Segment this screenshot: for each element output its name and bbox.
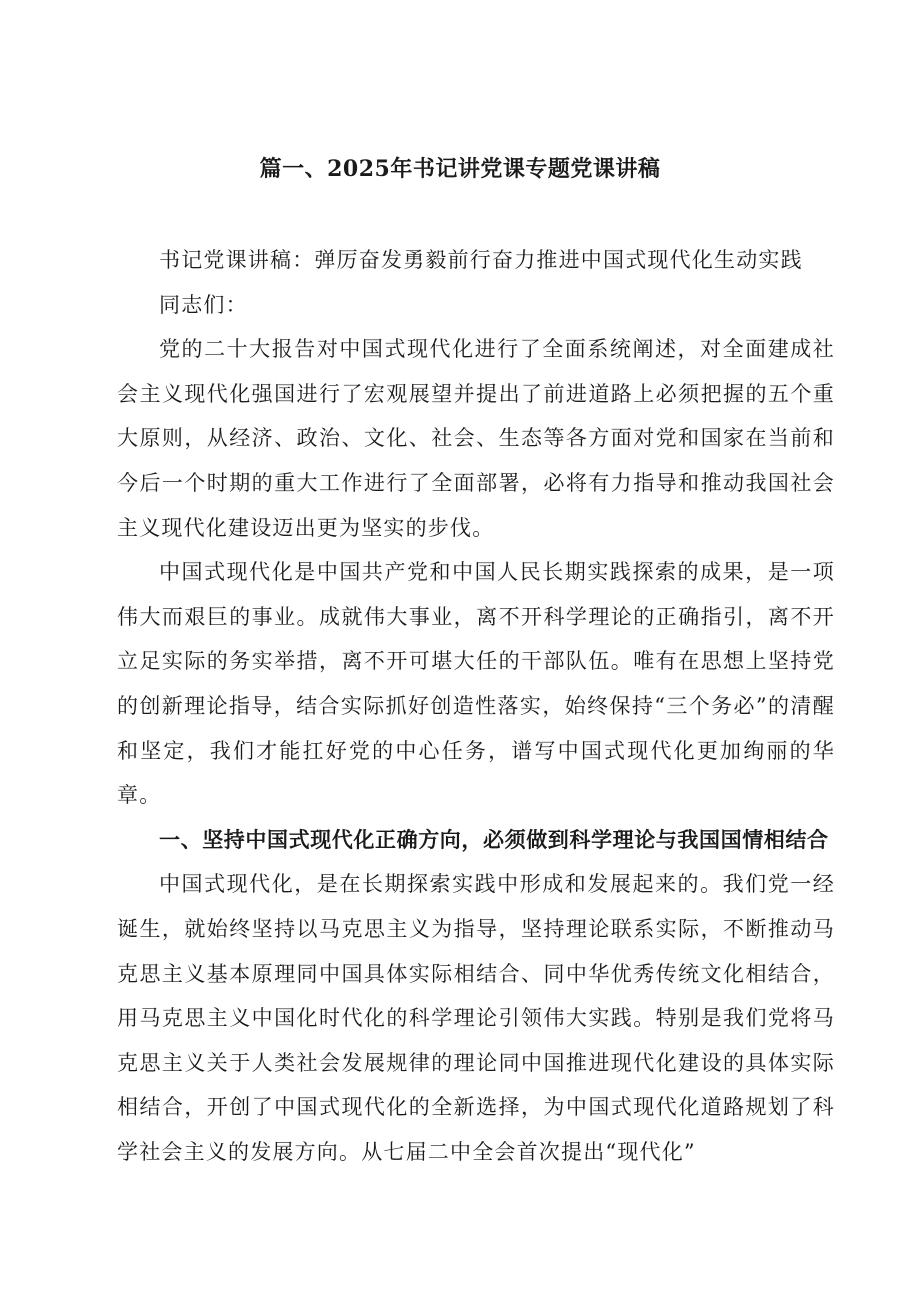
section-heading: 一、坚持中国式现代化正确方向，必须做到科学理论与我国国情相结合 <box>159 827 829 852</box>
document-title: 篇一、2025年书记讲党课专题党课讲稿 <box>259 156 661 182</box>
body-paragraph-2: 中国式现代化是中国共产党和中国人民长期实践探索的成果，是一项伟大而艰巨的事业。成就伟大事业，离不开科学理论的正确指引，离不开立足实际的务实举措，离不开可堪大任的干部队伍。唯有在思想上坚持党的创新理论指导，结合实际抓好创造性落实，始终保持“三个务必”的清醒和坚定，我们才能扛好党的中心任务，谱写中国式现代化更加绚丽的华章。 <box>117 560 835 808</box>
document-body <box>117 238 835 1174</box>
salutation: 同志们： <box>159 292 248 317</box>
section-paragraph-1: 中国式现代化，是在长期探索实践中形成和发展起来的。我们党一经诞生，就始终坚持以马克思主义为指导，坚持理论联系实际，不断推动马克思主义基本原理同中国具体实际相结合、同中华优秀传统文化相结合，用马克思主义中国化时代化的科学理论引领伟大实践。特别是我们党将马克思主义关于人类社会发展规律的理论同中国推进现代化建设的具体实际相结合，开创了中国式现代化的全新选择，为中国式现代化道路规划了科学社会主义的发展方向。从七届二中全会首次提出“现代化” <box>117 872 835 1164</box>
document-subtitle: 书记党课讲稿：弹厉奋发勇毅前行奋力推进中国式现代化生动实践 <box>159 248 803 272</box>
body-paragraph-1: 党的二十大报告对中国式现代化进行了全面系统阐述，对全面建成社会主义现代化强国进行了宏观展望并提出了前进道路上必须把握的五个重大原则，从经济、政治、文化、社会、生态等各方面对党和国家在当前和今后一个时期的重大工作进行了全面部署，必将有力指导和推动我国社会主义现代化建设迈出更为坚实的步伐。 <box>117 337 835 540</box>
